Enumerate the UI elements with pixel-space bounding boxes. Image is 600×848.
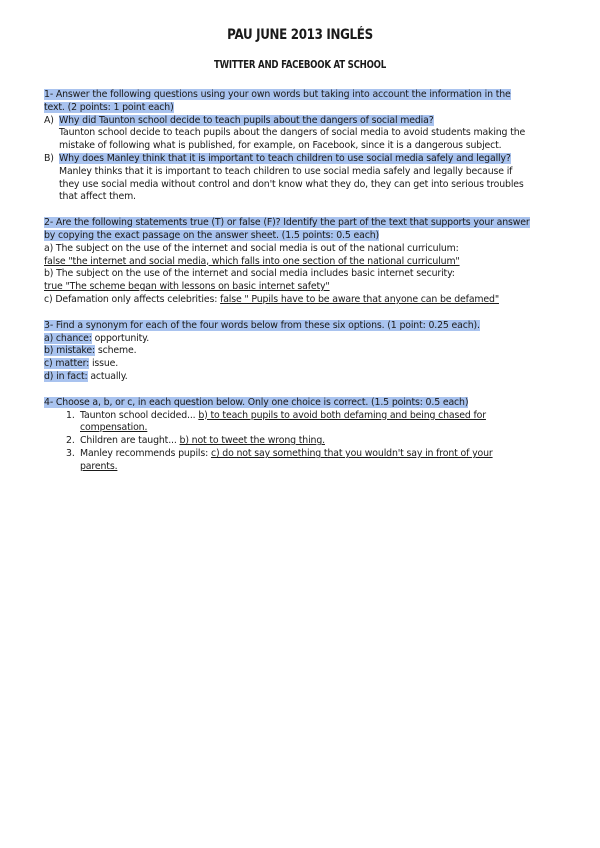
synonym-item — [44, 345, 530, 358]
question-1-part-b — [44, 153, 530, 204]
document-body — [44, 89, 530, 474]
question-2b-answer: true "The scheme began with lessons on basic internet safety" — [44, 281, 330, 293]
question-1a-text: Why did Taunton school decide to teach pupils about the dangers of social media? — [59, 114, 434, 126]
question-2a-answer: false "the internet and social media, which falls into one section of the national curriculum" — [44, 255, 460, 267]
synonym-answer: issue. — [89, 358, 119, 370]
list-item — [66, 435, 530, 448]
synonym-item — [44, 333, 530, 346]
question-2c — [44, 294, 530, 307]
item-stem: Manley recommends pupils: — [80, 447, 211, 459]
item-stem: Children are taught... — [80, 435, 180, 447]
item-answer: b) not to tweet the wrong thing. — [179, 435, 325, 447]
part-label: B) — [44, 152, 54, 164]
synonym-word: d) in fact: — [44, 370, 88, 382]
question-1-part-a — [44, 115, 530, 153]
question-2b-statement: b) The subject on the use of the internet and social media includes basic internet security: — [44, 268, 455, 280]
question-3-heading: 3- Find a synonym for each of the four words below from these six options. (1 point: 0.25 each). — [44, 319, 480, 331]
question-1-heading: 1- Answer the following questions using your own words but taking into account the information in the text. (2 points: 1 point each) — [44, 89, 511, 113]
question-1b-text: Why does Manley think that it is important to teach children to use social media safely and legally? — [59, 152, 511, 164]
page-title: PAU JUNE 2013 INGLÉS — [227, 27, 373, 43]
list-item — [66, 410, 530, 436]
list-number: 3. — [66, 447, 75, 459]
synonym-word: a) chance: — [44, 332, 92, 344]
question-2a-statement: a) The subject on the use of the internet and social media is out of the national curriculum: — [44, 242, 459, 254]
list-item — [66, 448, 530, 474]
question-1a-answer: Taunton school decide to teach pupils about the dangers of social media to avoid students making the mistake of following what is published, for example, on Facebook, since it is a dangerous subject. — [59, 127, 526, 152]
question-2c-statement: c) Defamation only affects celebrities: — [44, 293, 221, 305]
synonym-answer: actually. — [87, 370, 128, 382]
part-label: A) — [44, 114, 54, 126]
synonym-item — [44, 371, 530, 384]
page-subtitle: TWITTER AND FACEBOOK AT SCHOOL — [213, 59, 386, 71]
question-4-list — [44, 410, 530, 474]
question-3 — [44, 320, 530, 384]
synonym-word: c) matter: — [44, 358, 90, 370]
question-2-heading: 2- Are the following statements true (T) or false (F)? Identify the part of the text that supports your answer by copying the exact passage on the answer sheet. (1.5 points: 0.5 each) — [44, 217, 530, 241]
list-number: 1. — [66, 409, 75, 421]
synonym-answer: scheme. — [95, 345, 137, 357]
synonym-word: b) mistake: — [44, 345, 96, 357]
question-2c-answer: false " Pupils have to be aware that anyone can be defamed" — [220, 293, 499, 305]
item-answer: b) to teach pupils to avoid both defaming and being chased for compensation. — [80, 409, 486, 434]
list-number: 2. — [66, 435, 75, 447]
question-4 — [44, 397, 530, 474]
question-1 — [44, 89, 530, 204]
synonym-item — [44, 358, 530, 371]
question-2 — [44, 217, 530, 307]
item-answer: c) do not say something that you wouldn't say in front of your parents. — [80, 447, 493, 472]
question-4-heading: 4- Choose a, b, or c, in each question below. Only one choice is correct. (1.5 points: 0.5 each) — [44, 396, 469, 408]
synonym-answer: opportunity. — [91, 332, 150, 344]
item-stem: Taunton school decided... — [80, 409, 199, 421]
question-1b-answer: Manley thinks that it is important to teach children to use social media safely and legally because if they use social media without control and don't know what they do, they can get into serious troubles that affect them. — [59, 165, 524, 203]
